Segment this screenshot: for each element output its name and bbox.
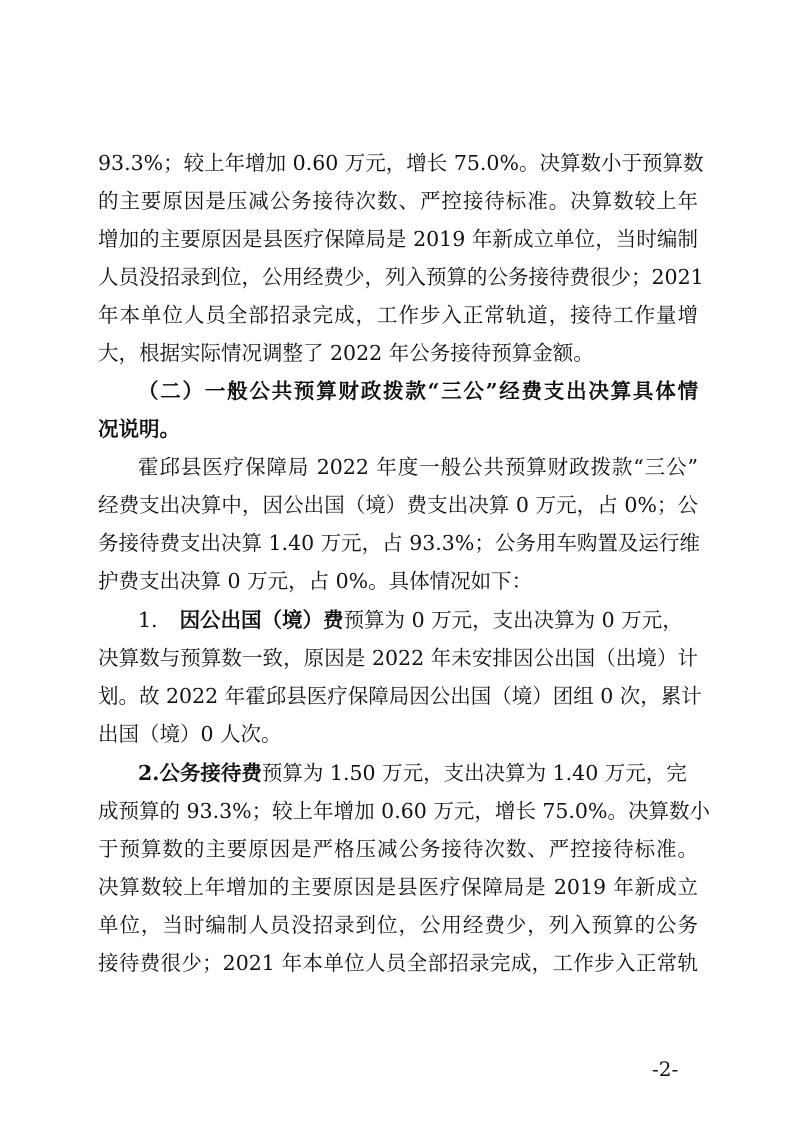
section-heading: （二）一般公共预算财政拨款“三公”经费支出决算具体情 xyxy=(138,379,698,403)
item-1-label: 1. xyxy=(138,608,158,632)
item-1-first-line xyxy=(138,607,698,633)
paragraph-line: 划。故 2022 年霍邱县医疗保障局因公出国（境）团组 0 次，累计 xyxy=(98,684,702,708)
paragraph-line: 于预算数的主要原因是严格压减公务接待次数、严控接待标准。 xyxy=(98,837,698,861)
item-1-title: 因公出国（境）费 xyxy=(179,608,344,632)
paragraph-line: 决算数较上年增加的主要原因是县医疗保障局是 2019 年新成立 xyxy=(98,875,698,899)
paragraph-line: 大，根据实际情况调整了 2022 年公务接待预算金额。 xyxy=(98,341,594,365)
paragraph-line: 成预算的 93.3%；较上年增加 0.60 万元，增长 75.0%。决算数小 xyxy=(98,799,710,823)
paragraph-line: 93.3%；较上年增加 0.60 万元，增长 75.0%。决算数小于预算数 xyxy=(98,151,704,175)
paragraph-line: 的主要原因是压减公务接待次数、严控接待标准。决算数较上年 xyxy=(98,189,698,213)
paragraph-line: 增加的主要原因是县医疗保障局是 2019 年新成立单位，当时编制 xyxy=(98,227,698,251)
item-2-first-line xyxy=(138,760,698,786)
page-number: -2- xyxy=(652,1057,679,1081)
item-2-text: 预算为 1.50 万元，支出决算为 1.40 万元，完 xyxy=(261,761,687,785)
paragraph-line: 年本单位人员全部招录完成，工作步入正常轨道，接待工作量增 xyxy=(98,303,698,327)
item-2-title: 2.公务接待费 xyxy=(138,761,262,785)
paragraph-line: 霍邱县医疗保障局 2022 年度一般公共预算财政拨款“三公” xyxy=(138,455,698,479)
paragraph-line: 护费支出决算 0 万元，占 0%。具体情况如下： xyxy=(98,569,533,593)
paragraph-line: 单位，当时编制人员没招录到位，公用经费少，列入预算的公务 xyxy=(98,913,698,937)
section-heading: 况说明。 xyxy=(98,417,180,441)
paragraph-line: 出国（境）0 人次。 xyxy=(98,722,282,746)
paragraph-line: 经费支出决算中，因公出国（境）费支出决算 0 万元，占 0%；公 xyxy=(98,493,698,517)
paragraph-line: 人员没招录到位，公用经费少，列入预算的公务接待费很少；2021 xyxy=(98,265,704,289)
paragraph-line: 决算数与预算数一致，原因是 2022 年未安排因公出国（出境）计 xyxy=(98,646,698,670)
paragraph-line: 务接待费支出决算 1.40 万元，占 93.3%；公务用车购置及运行维 xyxy=(98,531,700,555)
item-1-text: 预算为 0 万元，支出决算为 0 万元， xyxy=(343,608,683,632)
paragraph-line: 接待费很少；2021 年本单位人员全部招录完成，工作步入正常轨 xyxy=(98,951,698,975)
